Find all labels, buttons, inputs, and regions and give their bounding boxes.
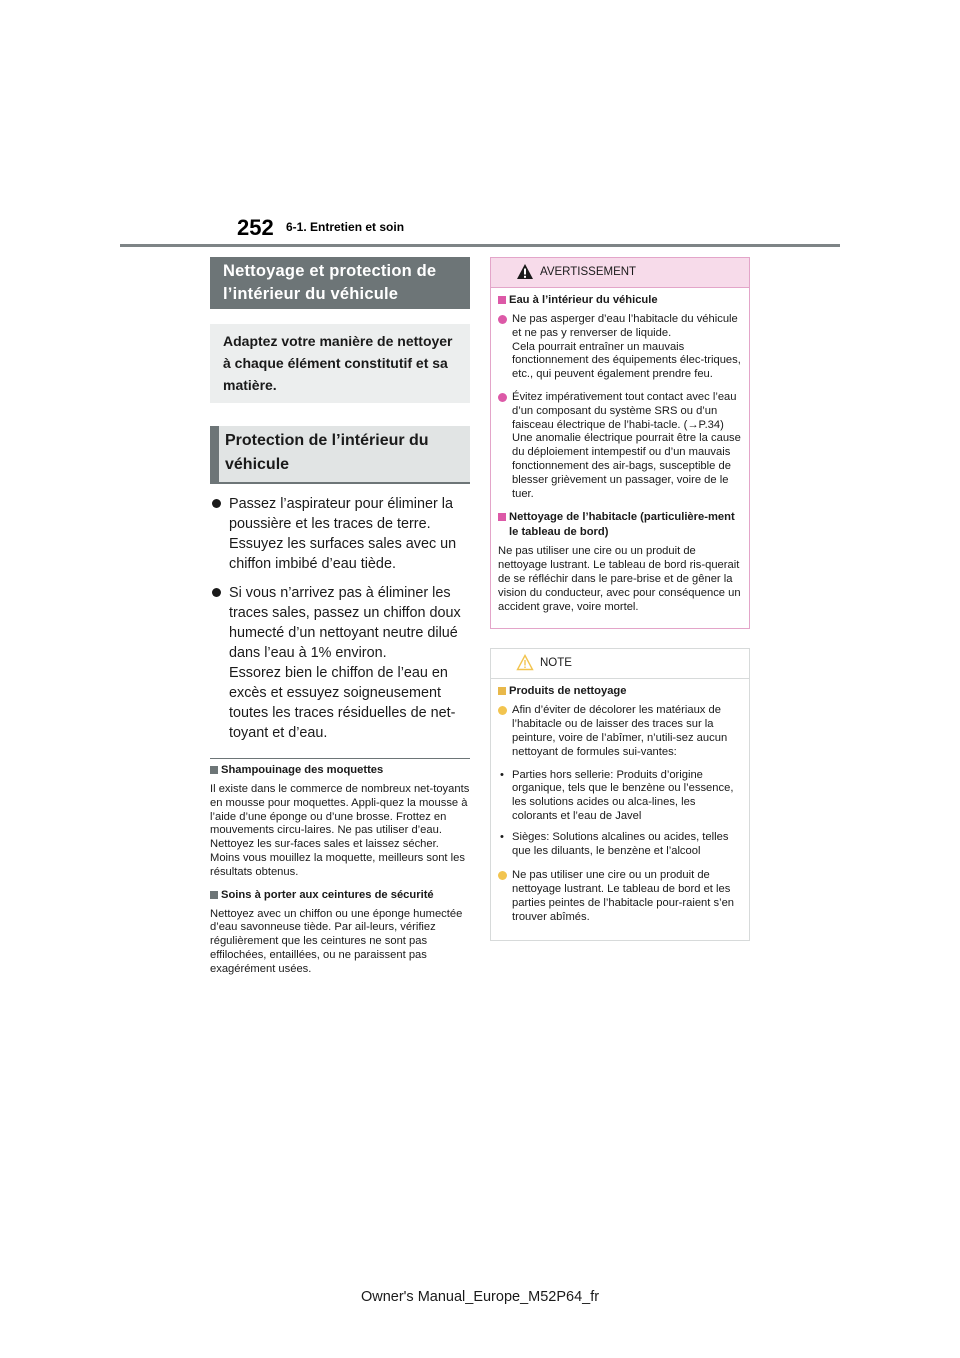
warning-triangle-icon bbox=[516, 263, 534, 280]
bullet-text: Essorez bien le chiffon de l’eau en excès et essuyez soigneusement toutes les traces résiduelles de net-toyant et d’eau. bbox=[229, 665, 456, 741]
left-column bbox=[210, 257, 470, 985]
section-title: 6-1. Entretien et soin bbox=[286, 220, 405, 234]
warning-text: Ne pas utiliser une cire ou un produit de nettoyage lustrant. Le tableau de bord ris-querait de se réfléchir dans le pare-brise et de gêner la vision du conducteur, avec pour conséquence un accident grave, voire mortel. bbox=[498, 545, 741, 613]
note-body bbox=[491, 679, 749, 939]
note-header bbox=[491, 649, 749, 679]
note-box bbox=[490, 648, 750, 940]
bullet-dot-icon bbox=[498, 315, 507, 324]
square-bullet-icon bbox=[210, 891, 218, 899]
bullet-text: Passez l’aspirateur pour éliminer la poussière et les traces de terre. Essuyez les surfaces sales avec un chiffon imbibé d’eau tiède. bbox=[229, 496, 457, 572]
square-bullet-icon bbox=[498, 513, 506, 521]
square-bullet-icon bbox=[498, 687, 506, 695]
caution-triangle-icon bbox=[516, 654, 534, 671]
note-item: Afin d’éviter de décolorer les matériaux de l’habitacle ou de laisser des traces sur la peinture, voire de l’abîmer, n’utili-sez aucun nettoyant de formules sui-vantes: bbox=[498, 704, 742, 759]
footer-text: Owner's Manual_Europe_M52P64_fr bbox=[360, 1289, 600, 1305]
warning-header bbox=[491, 258, 749, 288]
note-sub-item: • Sièges: Solutions alcalines ou acides, telles que les diluants, le benzène et l’alcool bbox=[500, 830, 729, 857]
info-heading: Shampouinage des moquettes bbox=[210, 763, 470, 778]
warning-item: Ne pas asperger d’eau l’habitacle du véhicule et ne pas y renverser de liquide. Cela pourrait entraîner un mauvais fonctionnement des équipements élec-triques, etc., qui peuvent également prendre feu. bbox=[498, 313, 742, 382]
small-bullet-icon: • bbox=[500, 830, 504, 843]
warning-body bbox=[491, 288, 749, 628]
note-label: NOTE bbox=[540, 657, 572, 670]
note-item: Ne pas utiliser une cire ou un produit de nettoyage lustrant. Le tableau de bord et les parties peintes de l’habitacle pour-raient s’en trouver abîmés. bbox=[498, 869, 742, 924]
small-bullet-icon: • bbox=[500, 768, 504, 781]
page-number: 252 bbox=[237, 215, 274, 240]
header-rule bbox=[120, 244, 840, 247]
bullet-list bbox=[210, 494, 470, 743]
bullet-dot-icon bbox=[498, 706, 507, 715]
warning-box bbox=[490, 257, 750, 629]
sub-heading: Protection de l’intérieur du véhicule bbox=[210, 426, 470, 484]
note-sub-item: • Parties hors sellerie: Produits d’origine organique, tels que le benzène ou l’essence, les solutions acides ou alca-lines, les colorants et l’eau de Javel bbox=[500, 768, 734, 822]
info-text: Nettoyez avec un chiffon ou une éponge humectée d’eau savonneuse tiède. Par ail-leurs, vérifiez régulièrement que les ceintures ne sont pas effilochées, entaillées, ou ne paraissent pas exagérément usées. bbox=[210, 907, 463, 975]
topic-banner: Nettoyage et protection de l’intérieur du véhicule bbox=[210, 257, 470, 309]
intro-box: Adaptez votre manière de nettoyer à chaque élément constitutif et sa matière. bbox=[210, 324, 470, 403]
bullet-item bbox=[210, 583, 470, 743]
warning-heading: Nettoyage de l’habitacle (particulière-ment le tableau de bord) bbox=[498, 510, 742, 540]
bullet-dot-icon bbox=[498, 393, 507, 402]
right-column bbox=[490, 257, 750, 941]
bullet-text: Si vous n’arrivez pas à éliminer les traces sales, passez un chiffon doux humecté d’un nettoyant neutre dilué dans l’eau à 1% environ. bbox=[229, 585, 461, 661]
warning-item: Évitez impérativement tout contact avec l’eau d’un composant du système SRS ou d’un faisceau électrique de l’habi-tacle. (→P.34) Une anomalie électrique pourrait être la cause du déploiement intempestif ou d’un mauvais fonctionnement des air-bags, susceptible de blesser grièvement un passager, voire de le tuer. bbox=[498, 391, 742, 501]
info-section bbox=[210, 758, 470, 977]
info-text: Il existe dans le commerce de nombreux net-toyants en mousse pour moquettes. Appli-quez la mousse à l’aide d’une éponge ou d’une brosse. Frottez en mouvements circu-laires. Ne pas utiliser d’eau. Nettoyez les sur-faces sales et laissez sécher. Moins vous mouillez la moquette, meilleurs sont les résultats obtenus. bbox=[210, 783, 470, 878]
bullet-item bbox=[210, 494, 470, 574]
note-heading: Produits de nettoyage bbox=[498, 684, 742, 699]
bullet-dot-icon bbox=[498, 871, 507, 880]
square-bullet-icon bbox=[498, 296, 506, 304]
bullet-dot-icon bbox=[212, 499, 221, 508]
info-heading: Soins à porter aux ceintures de sécurité bbox=[210, 888, 470, 903]
square-bullet-icon bbox=[210, 766, 218, 774]
warning-label: AVERTISSEMENT bbox=[540, 266, 637, 278]
warning-heading: Eau à l’intérieur du véhicule bbox=[498, 293, 742, 308]
bullet-dot-icon bbox=[212, 588, 221, 597]
